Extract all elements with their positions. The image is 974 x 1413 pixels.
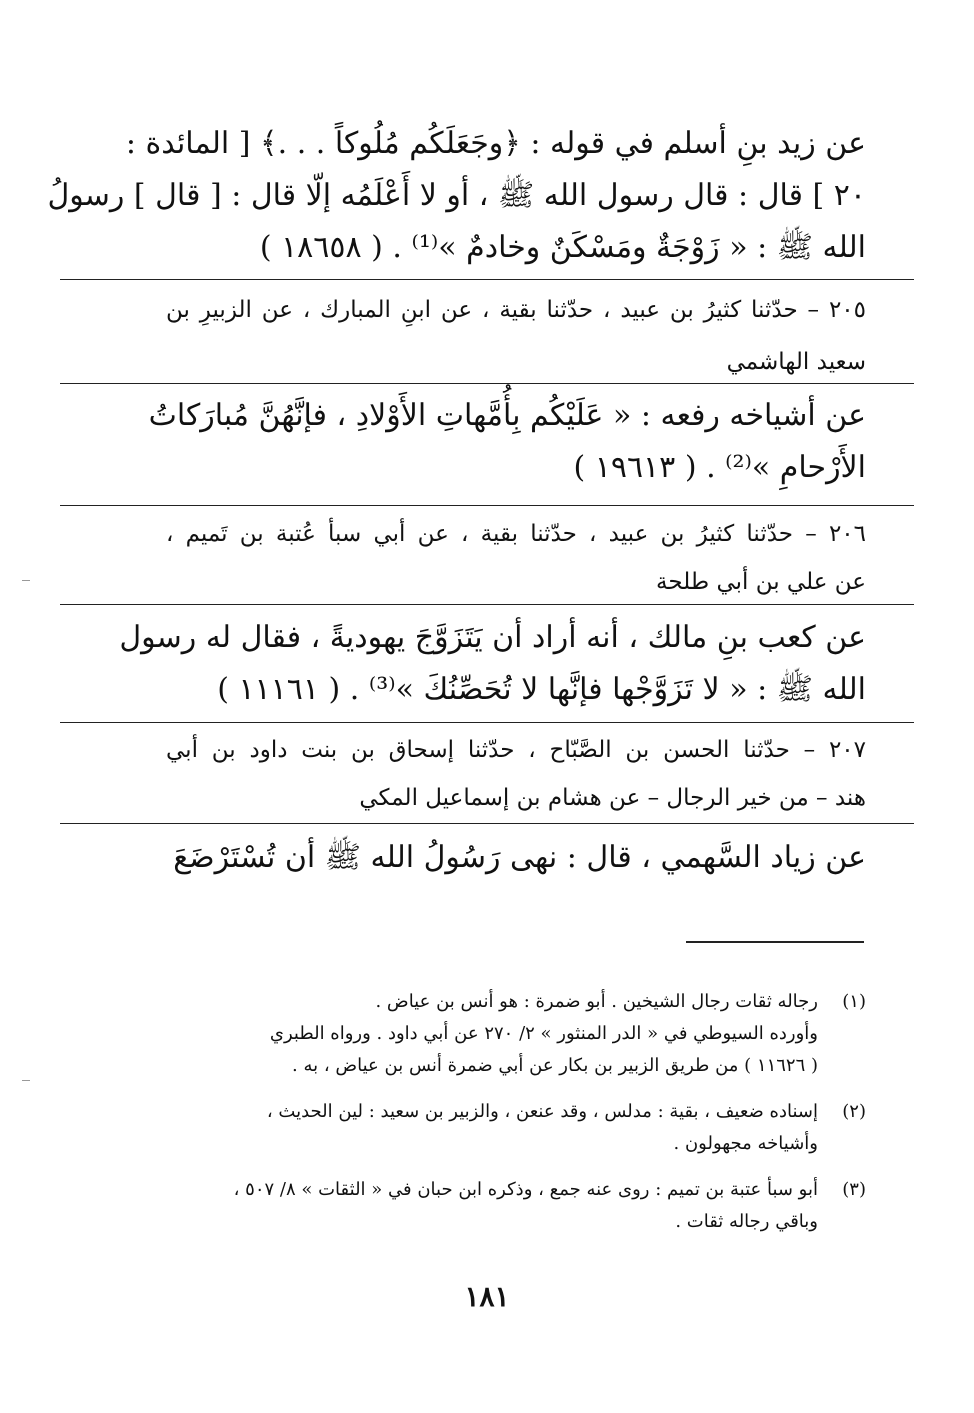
isnad-line: هند – من خير الرجال – عن هشام بن إسماعيل المكي [359,785,866,811]
isnad-line: سعيد الهاشمي [726,349,866,375]
page-number: ١٨١ [464,1280,510,1313]
footnote-1 [166,986,866,1018]
matn-line: عن زياد السَّهمي ، قال : نهى رَسُولُ الله ﷺ أن تُسْتَرْضَعَ [173,840,866,875]
footnote-text: إسناده ضعيف ، بقية : مدلس ، وقد عنعن ، والزبير بن سعيد : لين الحديث ، [266,1101,818,1122]
isnad-line: ٢٠٧ – حدّثنا الحسن بن الصَّبّاح ، حدّثنا إسحاق بن بنت داود بن أبي [166,737,866,763]
matn-line: عن أشياخه رفعه : « عَلَيْكُم بِأُمَّهاتِ الأَوْلادِ ، فإنَّهُنَّ مُبارَكاتُ [148,398,866,433]
footnote-number: (٣) [842,1179,866,1200]
footnote-1-continuation: ( ١١٦٢٦ ) من طريق الزبير بن بكار عن أبي ضمرة أنس بن عياض ، به . [292,1055,818,1076]
section-divider [60,823,914,824]
section-divider [60,505,914,506]
matn-line: عن كعب بنِ مالك ، أنه أراد أن يَتَزَوَّجَ يهوديةً ، فقال له رسول [119,620,866,655]
matn-line: الله ﷺ : « زَوْجَةٌ ومَسْكَنٌ وخادمٌ »⁽¹⁾ . ( ١٨٦٥٨ ) [259,230,866,265]
footnote-2 [166,1096,866,1128]
footnote-text: رجاله ثقات رجال الشيخين . أبو ضمرة : هو أنس بن عياض . [375,991,818,1012]
footnote-1-continuation: وأورده السيوطي في « الدر المنثور » ٢/ ٢٧٠ عن أبي داود . ورواه الطبري [269,1023,818,1044]
footnote-rule [686,941,864,943]
section-divider [60,722,914,723]
isnad-line: ٢٠٦ – حدّثنا كثيرُ بن عبيد ، حدّثنا بقية ، عن أبي سبأ عُتبة بن تَميم ، [166,521,866,547]
margin-mark [22,580,30,581]
footnote-text: أبو سبأ عتبة بن تميم : روى عنه جمع ، وذكره ابن حبان في « الثقات » ٨/ ٥٠٧ ، [233,1179,818,1200]
matn-line: الله ﷺ : « لا تَزَوَّجْها فإنَّها لا تُحَصِّنُكَ »⁽³⁾ . ( ١١١٦١ ) [217,672,866,707]
footnote-number: (١) [842,991,866,1012]
footnote-number: (٢) [842,1101,866,1122]
isnad-line: عن علي بن أبي طلحة [656,569,866,595]
matn-line: ٢٠ ] قال : قال رسول الله ﷺ ، أو لا أَعْلَمُه إلّا قال : [ قال ] رسولُ [47,178,866,213]
section-divider [60,383,914,384]
isnad-line: ٢٠٥ – حدّثنا كثيرُ بن عبيد ، حدّثنا بقية ، عن ابنِ المبارك ، عن الزبيرِ بن [166,297,866,323]
footnote-2-continuation: وأشياخه مجهولون . [673,1133,818,1154]
section-divider [60,279,914,280]
matn-line: الأَرْحامِ »⁽²⁾ . ( ١٩٦١٣ ) [573,450,866,485]
footnote-3-continuation: وباقي رجاله ثقات . [675,1211,818,1232]
footnote-3 [166,1174,866,1206]
matn-line: عن زيد بنِ أسلم في قوله : ﴿وجَعَلَكُم مُلُوكاً . . .﴾ [ المائدة : [125,126,866,161]
section-divider [60,604,914,605]
margin-mark [22,1080,30,1081]
